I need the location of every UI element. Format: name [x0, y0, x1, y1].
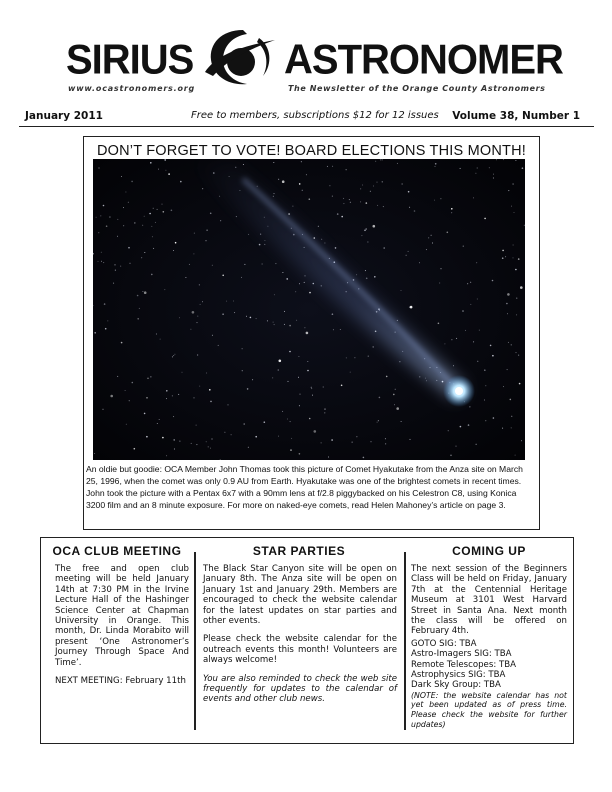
sig-item: GOTO SIG: TBA	[411, 638, 477, 649]
calendar-note: (NOTE: the website calendar has not yet been updated as of press time. Please check the website for further updates)	[411, 690, 567, 729]
news-columns	[40, 537, 574, 744]
beginners-class-text: The next session of the Beginners Class will be held on Friday, January 7th at the Centennial Heritage Museum at 3101 West Harvard Street in Santa Ana. Next month the class will be offered on February 4th.	[411, 564, 567, 637]
sig-item: Astro-Imagers SIG: TBA	[411, 649, 512, 660]
masthead-title-left: SIRIUS	[66, 36, 194, 84]
feature-headline: DON’T FORGET TO VOTE! BOARD ELECTIONS THIS MONTH!	[96, 143, 526, 159]
reminder-text: You are also reminded to check the web site frequently for updates to the calendar of events and other club news.	[203, 673, 397, 705]
issue-date: January 2011	[25, 110, 103, 122]
sig-item: Remote Telescopes: TBA	[411, 659, 516, 670]
next-meeting-text: NEXT MEETING: February 11th	[55, 676, 186, 687]
masthead	[66, 22, 563, 94]
club-meeting-text: The free and open club meeting will be held January 14th at 7:30 PM in the Irvine Lecture Hall of the Hashinger Science Center at Chapman University in Orange. This month, Dr. Linda Morabito will present ‘One Astronomer’s Journey Through Space And Time’.	[55, 564, 189, 668]
masthead-url: www.ocastronomers.org	[68, 84, 196, 93]
issue-bar	[19, 108, 594, 127]
comet-image	[93, 159, 525, 460]
column-divider	[194, 552, 196, 730]
masthead-title-right: ASTRONOMER	[284, 36, 563, 84]
star-parties-text: The Black Star Canyon site will be open on January 8th. The Anza site will be open on January 1st and January 29th. Members are encouraged to check the website calendar for the latest updates on star parties and other events.	[203, 564, 397, 627]
sig-item: Dark Sky Group: TBA	[411, 680, 501, 691]
club-meeting-column	[41, 538, 193, 743]
comet-photo	[93, 159, 525, 460]
coming-up-title: COMING UP	[452, 544, 526, 558]
feature-box	[83, 136, 540, 530]
column-divider	[404, 552, 406, 730]
club-meeting-body	[55, 564, 189, 694]
star-parties-title: STAR PARTIES	[252, 544, 346, 558]
outreach-text: Please check the website calendar for the outreach events this month! Volunteers are always welcome!	[203, 634, 397, 666]
coming-up-column	[407, 538, 571, 743]
sig-item: Astrophysics SIG: TBA	[411, 670, 506, 681]
photo-caption: An oldie but goodie: OCA Member John Thomas took this picture of Comet Hyakutake from the Anza site on March 25, 1996, when the comet was only 0.9 AU from Earth. Hyakutake was one of the brightest comets in recent times. John took the picture with a Pentax 6x7 with a 90mm lens at f/2.8 piggybacked on his Celestron C8, using Konica 3200 film and an 8 minute exposure. For more on naked-eye comets, read Helen Mahoney’s article on page 3.	[86, 464, 523, 510]
club-meeting-title: OCA CLUB MEETING	[52, 544, 182, 558]
masthead-tagline: The Newsletter of the Orange County Astronomers	[288, 84, 546, 93]
star-parties-body	[203, 564, 397, 713]
star-parties-column	[197, 538, 401, 743]
coming-up-body	[411, 564, 567, 729]
subscription-info: Free to members, subscriptions $12 for 12 issues	[191, 110, 439, 121]
volume-number: Volume 38, Number 1	[452, 110, 580, 122]
orbit-logo-icon	[203, 24, 277, 92]
